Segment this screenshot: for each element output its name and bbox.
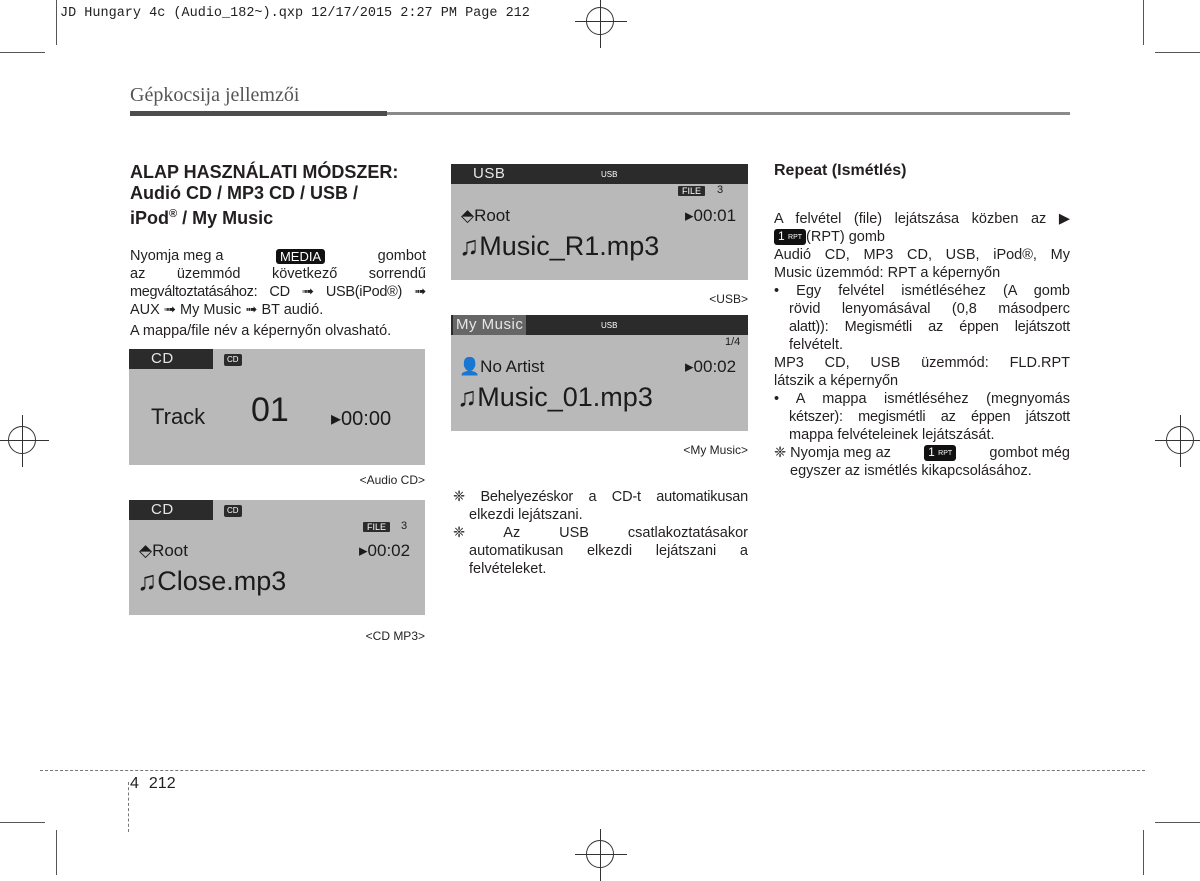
heading-line-2: Audió CD / MP3 CD / USB /	[130, 183, 359, 203]
crop-mark	[56, 0, 57, 45]
caption-usb: <USB>	[709, 292, 748, 306]
cd-mp3-screen: CD CD FILE 3 ⬘Root ▸00:02 ♫Close.mp3	[129, 500, 425, 615]
caption-audio-cd: <Audio CD>	[359, 473, 425, 487]
crop-mark	[1155, 822, 1200, 823]
registration-mark-top	[586, 7, 614, 35]
page-number-value: 212	[148, 775, 176, 792]
my-music-screen: My Music USB 1/4 👤No Artist ▸00:02 ♫Music_01.mp3	[451, 315, 748, 431]
registration-mark-bottom	[586, 840, 614, 868]
insert-notes: ❈ Behelyezéskor a CD-t automatikusan elkezdi lejátszani. ❈ Az USB csatlakoztatásakor automatikusan elkezdi lejátszani a felvételeket.	[453, 489, 748, 577]
cd-chip: CD	[224, 354, 242, 366]
header-rule	[130, 112, 1070, 115]
section-title: Gépkocsija jellemzői	[130, 84, 300, 106]
heading-line-1: ALAP HASZNÁLATI MÓDSZER:	[130, 162, 399, 182]
caption-my-music: <My Music>	[683, 443, 748, 457]
rpt-button-badge: 1 RPT	[774, 229, 806, 245]
screen-mode-label: CD	[151, 350, 174, 367]
crop-mark	[1143, 0, 1144, 45]
footer-rule	[40, 770, 1145, 771]
intro-paragraph: Nyomja meg a MEDIA gombot az üzemmód következő sorrendű megváltoztatásához: CD ➟ USB(iPod®) ➟ AUX ➟ My Music ➟ BT audió. A mappa/file név a képernyőn olvasható.	[130, 248, 426, 339]
usb-screen: USB USB FILE 3 ⬘Root ▸00:01 ♫Music_R1.mp3	[451, 164, 748, 280]
page-number	[130, 775, 176, 793]
print-slug: JD Hungary 4c (Audio_182~).qxp 12/17/2015 2:27 PM Page 212	[60, 6, 530, 21]
crop-mark	[56, 830, 57, 875]
registration-mark-right	[1166, 426, 1194, 454]
heading-line-3: iPod® / My Music	[130, 208, 274, 228]
caption-cd-mp3: <CD MP3>	[365, 629, 425, 643]
crop-mark	[1155, 52, 1200, 53]
main-heading	[130, 162, 430, 229]
footer-divider	[128, 782, 129, 832]
cd-screen: CD CD Track 01 ▸00:00	[129, 349, 425, 465]
registration-mark-left	[8, 426, 36, 454]
repeat-paragraph: A felvétel (file) lejátszása közben az ▶ 1 RPT (RPT) gomb Audió CD, MP3 CD, USB, iPod®, My Music üzemmód: RPT a képernyőn • Egy felvétel ismétléséhez (A gomb rövid lenyomásával (0,8 másodperc alatt)): Megismétli az éppen lejátszott felvételt. MP3 CD, USB üzemmód: FLD.RPT látszik a képernyőn • A mappa ismétléséhez (megnyomás kétszer): megismétli az éppen játszott mappa felvételeinek lejátszását. ❈ Nyomja meg az 1 RPT gombot még egyszer az ismétlés kikapcsolásához.	[774, 211, 1070, 479]
crop-mark	[0, 822, 45, 823]
media-button-badge: MEDIA	[276, 249, 325, 264]
crop-mark	[1143, 830, 1144, 875]
chapter-number: 4	[130, 775, 139, 792]
crop-mark	[0, 52, 45, 53]
repeat-heading: Repeat (Ismétlés)	[774, 162, 907, 179]
rpt-button-badge-2: 1 RPT	[924, 445, 956, 461]
